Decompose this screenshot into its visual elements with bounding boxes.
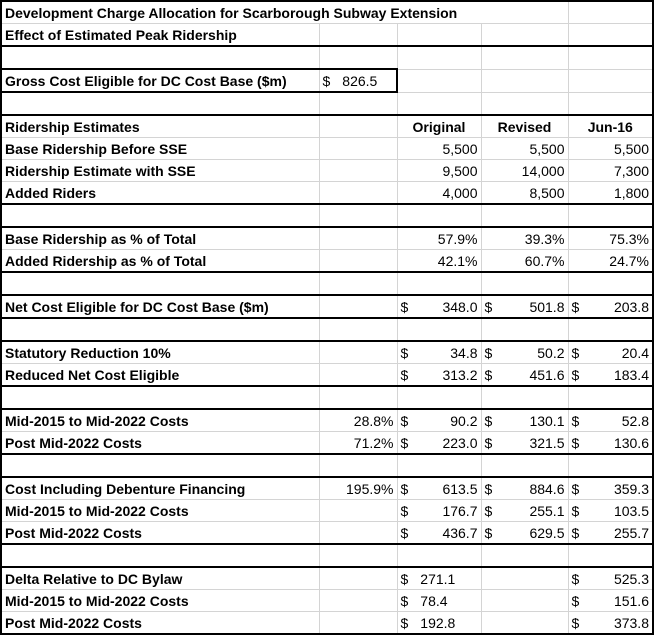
ridership-header-row <box>1 115 653 138</box>
statutory-row: Reduced Net Cost Eligible $ 313.2 $ 451.6 $ 183.4 <box>1 364 653 387</box>
gross-label: Gross Cost Eligible for DC Cost Base ($m) <box>1 69 319 92</box>
delta-row: Post Mid-2022 Costs $ 192.8 $ 373.8 <box>1 612 653 635</box>
ridership-row: Base Ridership Before SSE 5,500 5,500 5,500 <box>1 138 653 160</box>
spacer-row <box>1 272 653 295</box>
ridership-row: Ridership Estimate with SSE 9,500 14,000 7,300 <box>1 160 653 182</box>
delta-row: Delta Relative to DC Bylaw $ 271.1 $ 525.3 <box>1 567 653 590</box>
period-cost-row: Post Mid-2022 Costs 71.2% $ 223.0 $ 321.5 $ 130.6 <box>1 432 653 455</box>
gross-value: $ 826.5 <box>319 69 397 92</box>
spacer-row <box>1 544 653 567</box>
subtitle-row <box>1 24 653 47</box>
debenture-row: Mid-2015 to Mid-2022 Costs $ 176.7 $ 255.1 $ 103.5 <box>1 500 653 522</box>
delta-row: Mid-2015 to Mid-2022 Costs $ 78.4 $ 151.6 <box>1 590 653 612</box>
col-jun16-header: Jun-16 <box>568 115 653 138</box>
ridership-row: Added Riders 4,000 8,500 1,800 <box>1 182 653 205</box>
spacer-row <box>1 318 653 341</box>
col-revised-header: Revised <box>481 115 568 138</box>
share-row: Base Ridership as % of Total 57.9% 39.3% 75.3% <box>1 227 653 250</box>
gross-row <box>1 69 653 92</box>
net-cost-row: Net Cost Eligible for DC Cost Base ($m) $ 348.0 $ 501.8 $ 203.8 <box>1 295 653 318</box>
debenture-row: Post Mid-2022 Costs $ 436.7 $ 629.5 $ 255.7 <box>1 522 653 545</box>
sheet-title: Development Charge Allocation for Scarborough Subway Extension <box>1 1 568 24</box>
col-original-header: Original <box>397 115 481 138</box>
ridership-label: Ridership Estimates <box>1 115 319 138</box>
share-row: Added Ridership as % of Total 42.1% 60.7% 24.7% <box>1 250 653 273</box>
spacer-row <box>1 454 653 477</box>
spacer-row <box>1 46 653 69</box>
title-row <box>1 1 653 24</box>
period-cost-row: Mid-2015 to Mid-2022 Costs 28.8% $ 90.2 $ 130.1 $ 52.8 <box>1 409 653 432</box>
spacer-row <box>1 204 653 227</box>
spacer-row <box>1 92 653 115</box>
statutory-row: Statutory Reduction 10% $ 34.8 $ 50.2 $ 20.4 <box>1 341 653 364</box>
debenture-row: Cost Including Debenture Financing 195.9% $ 613.5 $ 884.6 $ 359.3 <box>1 477 653 500</box>
sheet-subtitle: Effect of Estimated Peak Ridership <box>1 24 319 47</box>
spacer-row <box>1 386 653 409</box>
